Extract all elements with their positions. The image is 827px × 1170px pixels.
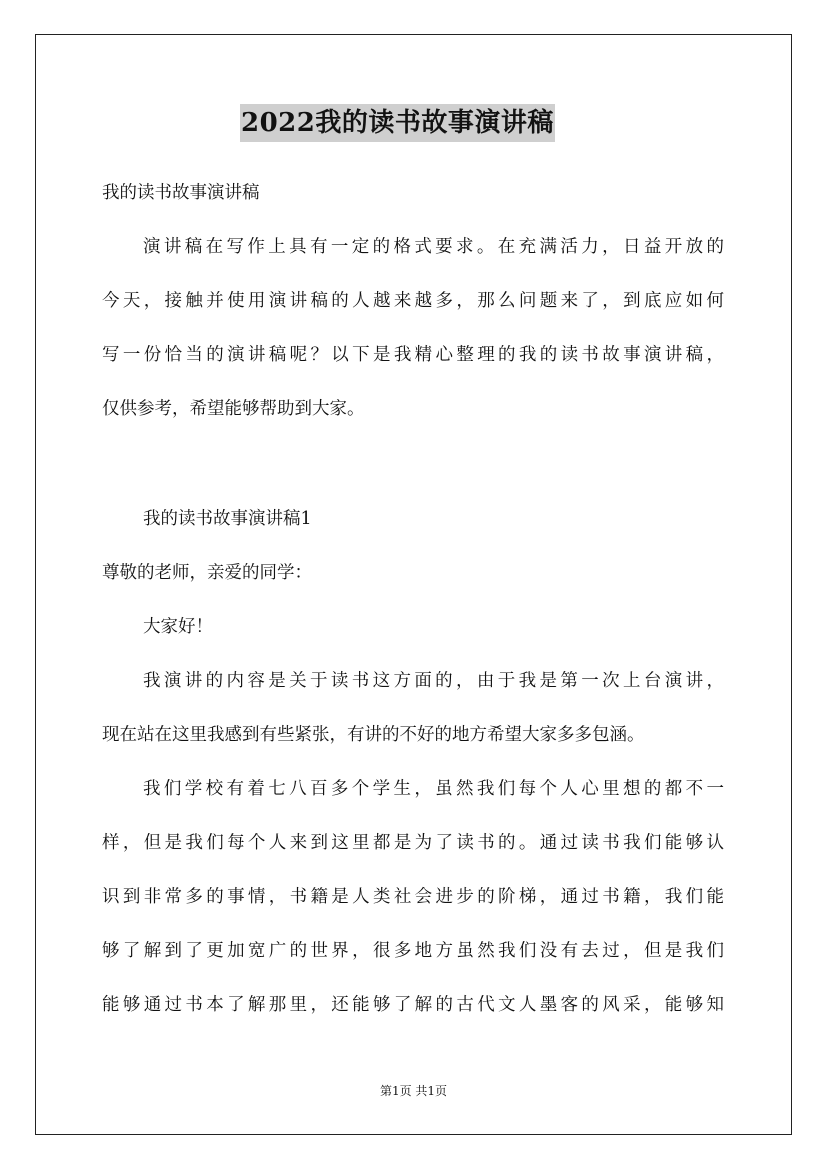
intro-heading: 我的读书故事演讲稿 bbox=[102, 183, 260, 203]
paragraph-line: 我演讲的内容是关于读书这方面的，由于我是第一次上台演讲， bbox=[143, 671, 724, 691]
paragraph-line: 能够通过书本了解那里，还能够了解的古代文人墨客的风采，能够知 bbox=[102, 995, 724, 1015]
paragraph-line: 今天，接触并使用演讲稿的人越来越多，那么问题来了，到底应如何 bbox=[102, 291, 724, 311]
paragraph-line: 够了解到了更加宽广的世界，很多地方虽然我们没有去过，但是我们 bbox=[102, 941, 724, 961]
paragraph-line: 现在站在这里我感到有些紧张，有讲的不好的地方希望大家多多包涵。 bbox=[102, 725, 645, 745]
section-heading: 我的读书故事演讲稿1 bbox=[143, 509, 312, 529]
paragraph-line: 写一份恰当的演讲稿呢？以下是我精心整理的我的读书故事演讲稿， bbox=[102, 345, 724, 365]
paragraph-line: 识到非常多的事情，书籍是人类社会进步的阶梯，通过书籍，我们能 bbox=[102, 887, 724, 907]
paragraph-line: 仅供参考，希望能够帮助到大家。 bbox=[102, 399, 365, 419]
document-title: 2022我的读书故事演讲稿 bbox=[240, 104, 555, 142]
greeting: 大家好！ bbox=[143, 617, 213, 637]
paragraph-line: 样，但是我们每个人来到这里都是为了读书的。通过读书我们能够认 bbox=[102, 833, 724, 853]
paragraph-line: 演讲稿在写作上具有一定的格式要求。在充满活力，日益开放的 bbox=[143, 237, 724, 257]
paragraph-line: 我们学校有着七八百多个学生，虽然我们每个人心里想的都不一 bbox=[143, 779, 724, 799]
salutation: 尊敬的老师，亲爱的同学： bbox=[102, 563, 312, 583]
page-footer: 第1页 共1页 bbox=[379, 1084, 448, 1098]
